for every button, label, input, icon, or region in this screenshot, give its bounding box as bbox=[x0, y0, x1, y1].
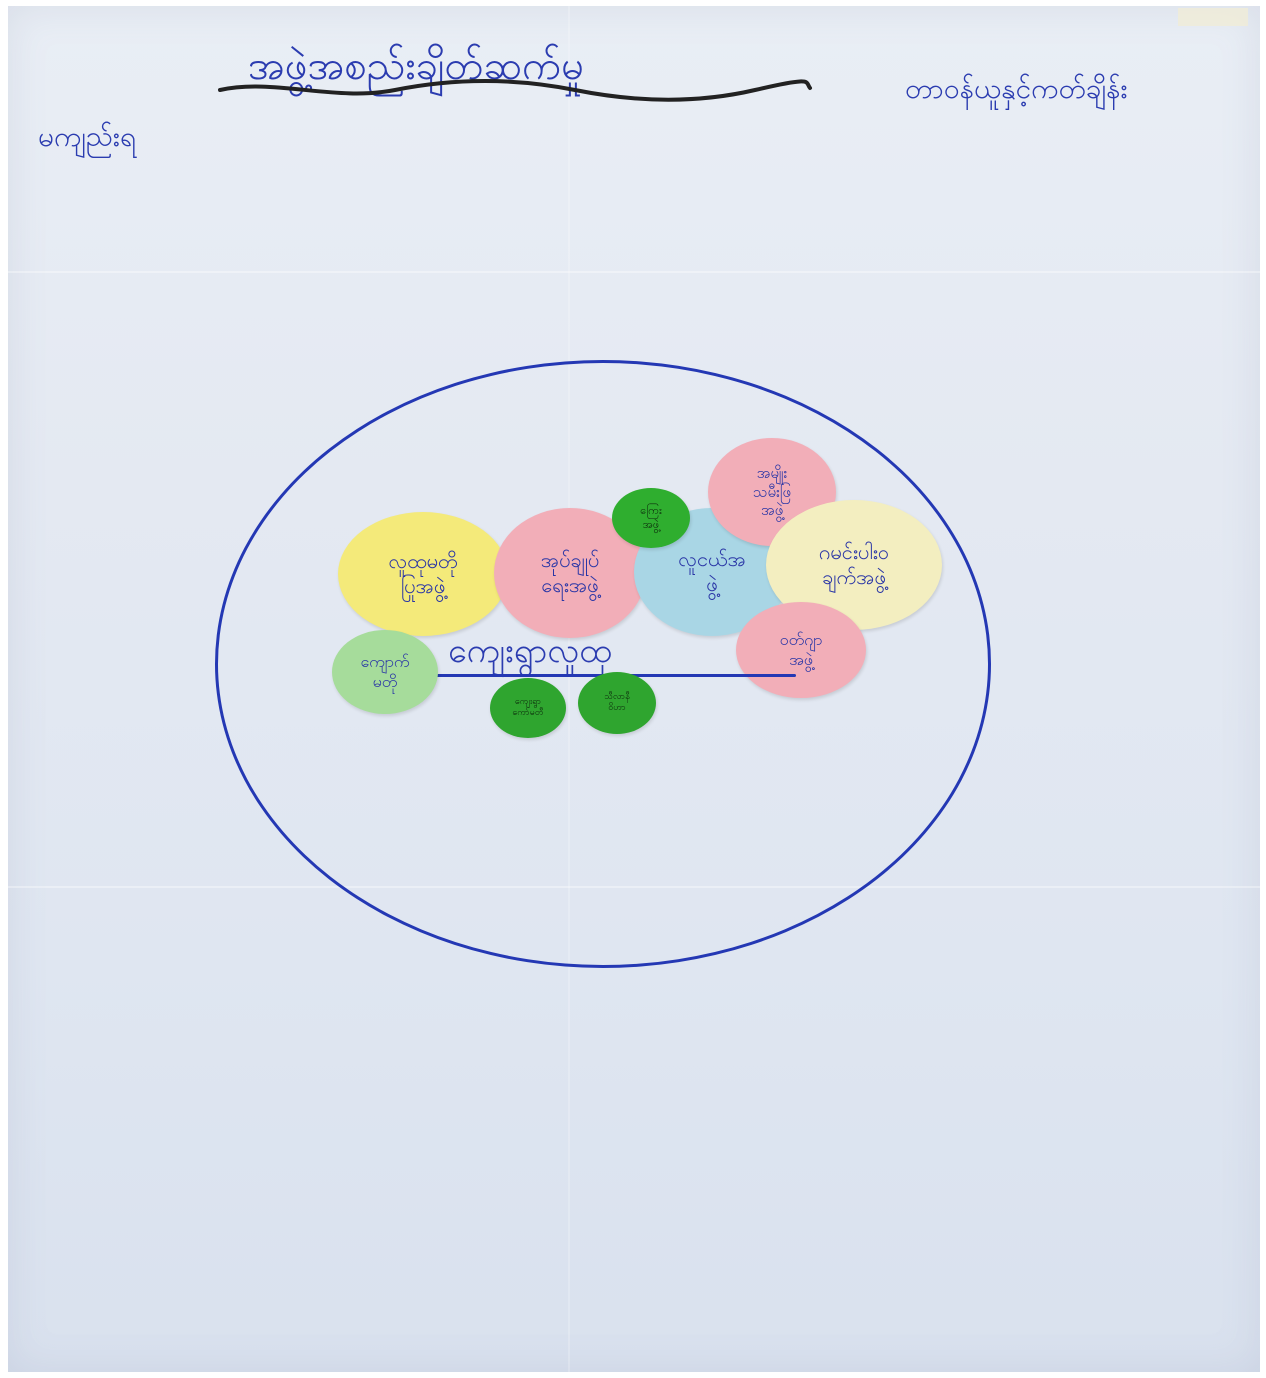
sticker-blue-center: လူငယ်အ ဖွဲ့ bbox=[634, 508, 790, 636]
sticker-green-bottom-1: ကျေးရွာ ကော်မတီ bbox=[490, 678, 566, 738]
sticker-yellow-left: လူထုမတို ပြုအဖွဲ့ bbox=[338, 512, 508, 636]
group-label: မကျည်းရ bbox=[38, 120, 137, 153]
paper-crease bbox=[8, 271, 1260, 273]
tape-strip bbox=[1178, 8, 1248, 26]
sticker-pink-top: အမျိုး သမီးဖြ အဖွဲ့ bbox=[708, 438, 836, 546]
sticker-pink-bottom: ဝတ်ဂျာ အဖွဲ့ bbox=[736, 602, 866, 698]
sticker-green-top: ကြေး အဖွဲ့ bbox=[612, 488, 690, 548]
sticker-pink-center: အုပ်ချုပ် ရေးအဖွဲ့ bbox=[494, 508, 646, 638]
poster-title: အဖွဲ့အစည်းချိတ်ဆက်မှု bbox=[248, 43, 585, 89]
sticker-yellow-right: ဂမင်းပါးဝ ချက်အဖွဲ့ bbox=[766, 500, 942, 630]
sticker-green-bottom-2: သီလာနီ ဝိဟာ bbox=[578, 672, 656, 734]
title-underline bbox=[215, 70, 815, 110]
center-label: ကျေးရွာလူထု bbox=[448, 631, 612, 671]
date-label: တာဝန်ယူနှင့်ကတ်ချိန်း bbox=[905, 72, 1128, 105]
sticker-green-light: ကျောက် မတို bbox=[332, 630, 438, 714]
